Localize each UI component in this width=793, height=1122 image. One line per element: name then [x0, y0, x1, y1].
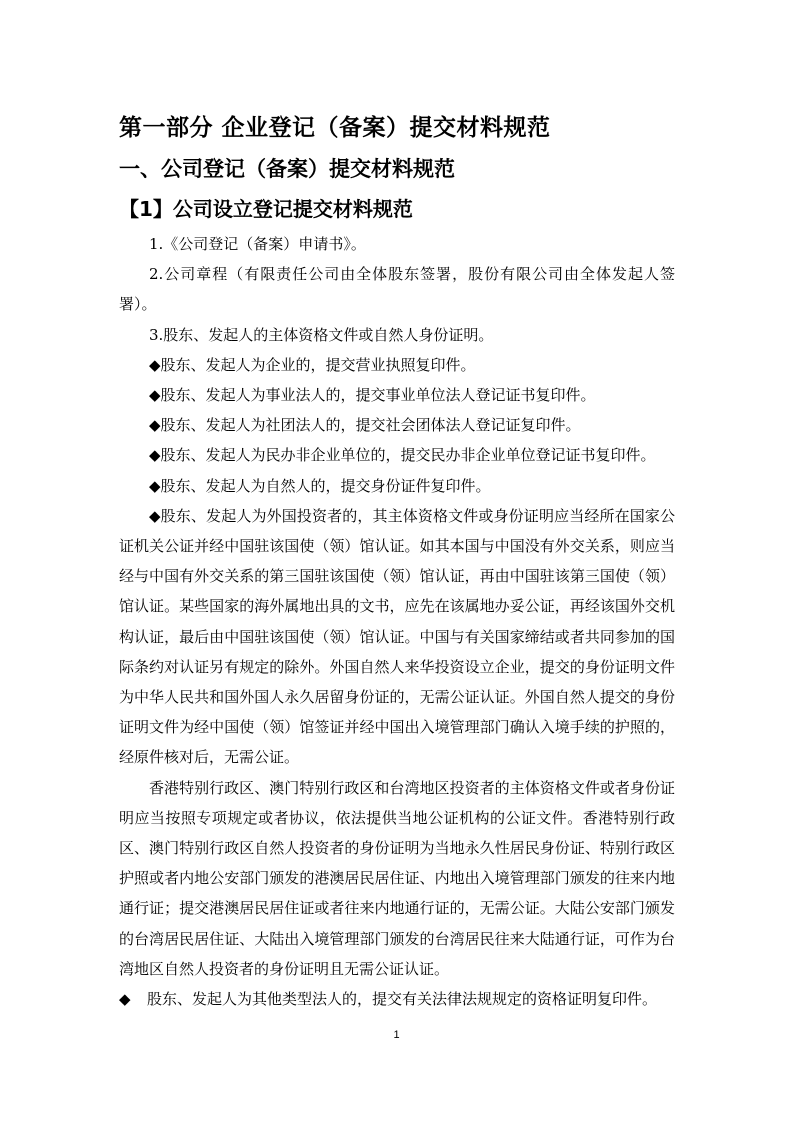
- list-item-social-organization: ◆股东、发起人为社团法人的，提交社会团体法人登记证复印件。: [149, 416, 581, 435]
- bullet-diamond: ◆: [119, 990, 131, 1009]
- body-text: [119, 229, 675, 1014]
- list-item-text: 股东、发起人为其他类型法人的，提交有关法律法规规定的资格证明复印件。: [147, 990, 658, 1009]
- list-item-natural-person: ◆股东、发起人为自然人的，提交身份证件复印件。: [149, 476, 491, 495]
- list-item-public-institution: ◆股东、发起人为事业法人的，提交事业单位法人登记证书复印件。: [149, 386, 596, 405]
- list-item-private-non-enterprise: ◆股东、发起人为民办非企业单位的，提交民办非企业单位登记证书复印件。: [149, 446, 656, 465]
- list-item-other-legal-person: [119, 984, 675, 1014]
- paragraph-application-form: 1.《公司登记（备案）申请书》。: [149, 235, 366, 253]
- list-item-enterprise: ◆股东、发起人为企业的，提交营业执照复印件。: [149, 355, 476, 374]
- section-title: 一、公司登记（备案）提交材料规范: [119, 157, 455, 181]
- paragraph-articles-of-association: 2.公司章程（有限责任公司由全体股东签署，股份有限公司由全体发起人签署）。: [119, 265, 675, 314]
- part-title: 第一部分 企业登记（备案）提交材料规范: [119, 115, 551, 141]
- list-item-foreign-investor: ◆股东、发起人为外国投资者的，其主体资格文件或身份证明应当经所在国家公证机关公证并经中国驻该国使（领）馆认证。如其本国与中国没有外交关系，则应当经与中国有外交关系的第三国驻该国使（领）馆认证，再由中国驻该第三国使（领）馆认证。某些国家的海外属地出具的文书，应先在该属地办妥公证，再经该国外交机构认证，最后由中国驻该国使（领）馆认证。中国与有关国家缔结或者共同参加的国际条约对认证另有规定的除外。外国自然人来华投资设立企业，提交的身份证明文件为中华人民共和国外国人永久居留身份证的，无需公证认证。外国自然人提交的身份证明文件为经中国使（领）馆签证并经中国出入境管理部门确认入境手续的护照的，经原件核对后，无需公证。: [119, 506, 675, 767]
- page-number: 1: [393, 1029, 400, 1041]
- paragraph-hk-macau-taiwan: 香港特别行政区、澳门特别行政区和台湾地区投资者的主体资格文件或者身份证明应当按照专项规定或者协议，依法提供当地公证机构的公证文件。香港特别行政区、澳门特别行政区自然人投资者的身份证明为当地永久性居民身份证、特别行政区护照或者内地公安部门颁发的港澳居民居住证、内地出入境管理部门颁发的往来内地通行证；提交港澳居民居住证或者往来内地通行证的，无需公证。大陆公安部门颁发的台湾居民居住证、大陆出入境管理部门颁发的台湾居民往来大陆通行证，可作为台湾地区自然人投资者的身份证明且无需公证认证。: [119, 778, 675, 978]
- paragraph-qualification-documents: 3.股东、发起人的主体资格文件或自然人身份证明。: [149, 325, 494, 344]
- subsection-title: 【1】公司设立登记提交材料规范: [119, 197, 413, 221]
